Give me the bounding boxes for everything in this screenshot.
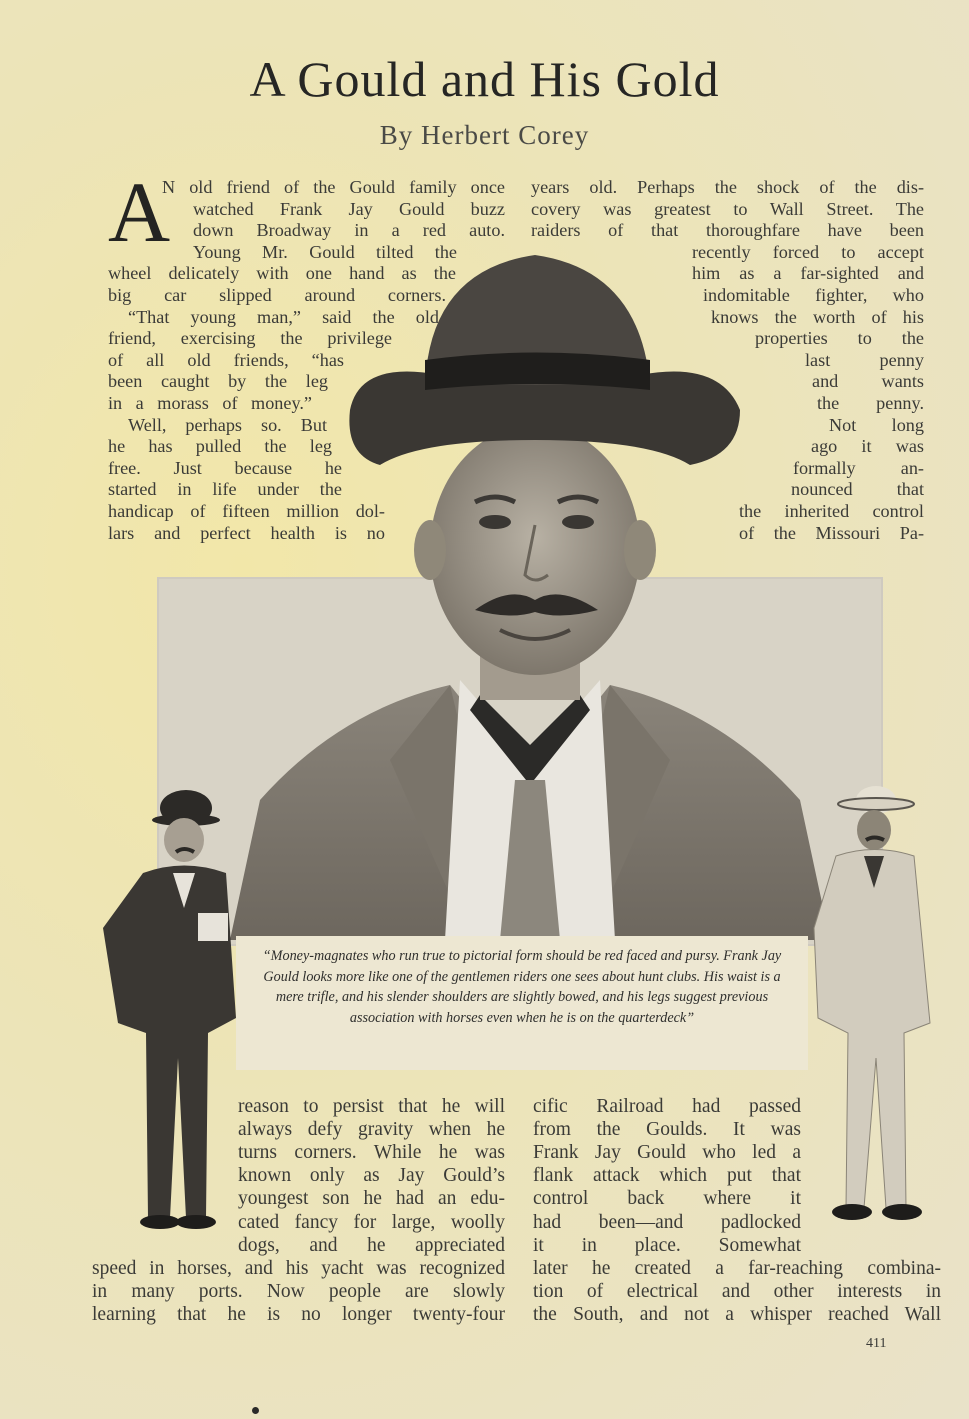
text-line: last penny <box>805 349 924 370</box>
text-line: friend, exercising the privilege <box>108 328 392 349</box>
caption-line: even when he is on the quarterdeck” <box>486 1009 695 1026</box>
text-line: formally an- <box>793 457 924 478</box>
page-number: 411 <box>866 1336 887 1351</box>
text-line: nounced that <box>791 479 924 500</box>
text-line: big car slipped around corners. <box>108 285 446 305</box>
text-line: the penny. <box>817 393 924 413</box>
text-line: reason to persist that he will <box>238 1096 505 1117</box>
text-line: in many ports. Now people are slowly <box>92 1280 505 1302</box>
drop-cap: A <box>108 164 171 260</box>
text-line: later he created a far-reaching combina- <box>533 1257 941 1279</box>
caption-line: and his legs suggest previous association with horses <box>349 989 769 1026</box>
caption-line: gentlemen riders one sees about hunt clubs. His waist is a <box>451 968 781 985</box>
text-line: of the Missouri Pa- <box>739 522 924 543</box>
text-line: “That young man,” said the old <box>128 306 439 327</box>
text-line: turns corners. While he was <box>238 1142 505 1164</box>
text-line: cific Railroad had passed <box>533 1096 801 1117</box>
text-line: dogs, and he appreciated <box>238 1234 505 1256</box>
text-line: down Broadway in a red auto. <box>193 220 505 241</box>
caption-line: faced and pursy. Frank Jay Gould looks more like one of the <box>263 948 782 985</box>
text-line: control back where it <box>533 1188 801 1210</box>
text-line: indomitable fighter, who <box>703 285 924 305</box>
text-line: recently forced to accept <box>692 241 924 262</box>
text-line: N old friend of the Gould family once <box>162 177 505 197</box>
article-title: A Gould and His Gold <box>249 51 720 107</box>
text-line: Young Mr. Gould tilted the <box>193 241 457 262</box>
caption-line: mere trifle, and his slender shoulders are slightly bowed, <box>275 989 599 1006</box>
text-line: ago it was <box>811 436 924 457</box>
text-line: from the Goulds. It was <box>533 1119 801 1141</box>
text-line: and wants <box>812 371 924 392</box>
ink-dot <box>252 1407 259 1414</box>
text-line: of all old friends, “has <box>108 349 344 370</box>
photo-caption <box>252 946 792 1028</box>
text-line: always defy gravity when he <box>238 1119 505 1141</box>
text-line: known only as Jay Gould’s <box>238 1165 505 1187</box>
text-line: in a morass of money.” <box>108 393 312 413</box>
text-line: lars and perfect health is no <box>108 522 385 543</box>
text-line: covery was greatest to Wall Street. The <box>531 198 924 219</box>
text-line: learning that he is no longer twenty-four <box>92 1303 505 1325</box>
text-line: speed in horses, and his yacht was recognized <box>92 1257 505 1279</box>
text-line: Not long <box>829 414 924 435</box>
text-line: it in place. Somewhat <box>533 1234 801 1256</box>
text-line: wheel delicately with one hand as the <box>108 263 456 284</box>
text-line: cated fancy for large, woolly <box>238 1211 505 1233</box>
text-line: Frank Jay Gould who led a <box>533 1142 801 1164</box>
text-line: handicap of fifteen million dol- <box>108 501 385 521</box>
text-line: free. Just because he <box>108 457 342 478</box>
portrait-photo <box>220 240 840 940</box>
text-line: raiders of that thoroughfare have been <box>531 220 924 241</box>
text-line: started in life under the <box>108 479 342 500</box>
text-line: Well, perhaps so. But <box>128 414 327 435</box>
caption-line: “Money-magnates who run true to pictorial form should be red <box>262 948 623 964</box>
text-line: the inherited control <box>739 501 924 521</box>
text-line: the South, and not a whisper reached Wall <box>533 1303 941 1325</box>
byline: By Herbert Corey <box>379 120 590 150</box>
text-line: been caught by the leg <box>108 371 328 392</box>
standing-figure-right <box>806 778 938 1232</box>
text-line: properties to the <box>755 328 924 349</box>
text-line: he has pulled the leg <box>108 436 332 457</box>
standing-figure-left <box>98 778 238 1234</box>
text-line: had been—and padlocked <box>533 1211 801 1233</box>
text-line: years old. Perhaps the shock of the dis- <box>531 177 924 197</box>
text-line: him as a far-sighted and <box>692 263 924 284</box>
text-line: flank attack which put that <box>533 1165 801 1187</box>
text-line: watched Frank Jay Gould buzz <box>193 198 505 219</box>
text-line: youngest son he had an edu- <box>238 1188 505 1210</box>
text-line: knows the worth of his <box>711 306 924 327</box>
text-line: tion of electrical and other interests in <box>533 1280 941 1302</box>
